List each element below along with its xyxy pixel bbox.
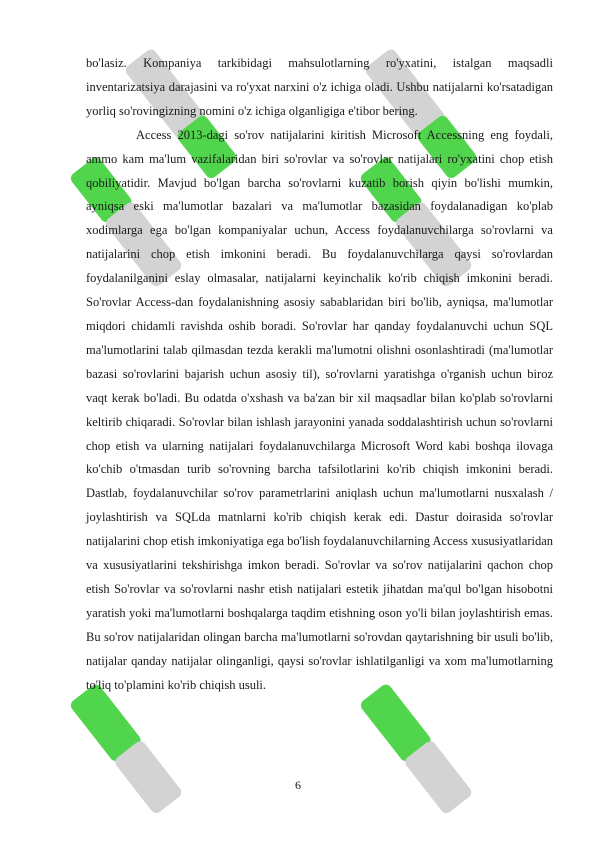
document-body [86, 52, 553, 697]
page-number: 6 [295, 778, 301, 792]
paragraph: Access 2013-dagi so'rov natijalarini kiritish Microsoft Accessning eng foydali, ammo kam ma'lum vazifalaridan biri so'rovlar va so'rovlar natijalari ro'yxatini chop etish qobiliyatidir. Mavjud bo'lgan barcha so'rovlarni kuzatib borish qiyin bo'lishi mumkin, ayniqsa eski ma'lumotlar bazalari va ma'lumotlar bazasidan foydalanadigan ko'plab xodimlarga ega bo'lgan kompaniyalar uchun, Access foydalanuvchilarga so'rovlarni va natijalarini chop etish imkonini beradi. Bu foydalanuvchilarga qaysi so'rovlardan foydalanilganini eslay olmasalar, natijalarni keyinchalik ko'rib chiqish imkonini beradi. So'rovlar Access-dan foydalanishning asosiy sabablaridan biri bo'lib, ayniqsa, ma'lumotlar miqdori chidamli ravishda oshib boradi. So'rovlar har qanday foydalanuvchi uchun SQL ma'lumotlarini talab qilmasdan tezda kerakli ma'lumotni olishni osonlashtiradi (ma'lumotlar bazasi so'rovlarini bajarish uchun asosiy til), so'rovlarni yaratishga o'rganish uchun biroz vaqt kerak bo'ladi. Bu odatda o'xshash va ba'zan bir xil maqsadlar bilan ko'plab so'rovlarni keltirib chiqaradi. So'rovlar bilan ishlash jarayonini yanada soddalashtirish uchun so'rovlarni chop etish va ularning natijalari foydalanuvchilarga Microsoft Word kabi boshqa ilovaga ko'chib o'tmasdan turib so'rovning barcha tafsilotlarini ko'rib chiqish imkonini beradi. Dastlab, foydalanuvchilar so'rov parametrlarini aniqlash uchun ma'lumotlarni nusxalash / joylashtirish va SQLda matnlarni ko'rib chiqish kerak edi. Dastur doirasida so'rovlar natijalarini chop etish imkoniyatiga ega bo'lish foydalanuvchilarning Access xususiyatlaridan va xususiyatlarini tekshirishga imkon beradi. So'rovlar va so'rov natijalarini qachon chop etish So'rovlar va so'rovlarni nashr etish natijalari estetik jihatdan ma'qul bo'lgan hisobotni yaratish yoki ma'lumotlarni boshqalarga taqdim etishning oson yo'li bilan joylashtirish emas. Bu so'rov natijalaridan olingan barcha ma'lumotlarni so'rovdan qaytarishning bir usuli bo'lib, natijalar qanday natijalar olinganligi, qaysi so'rovlar ishlatilganligi va xom ma'lumotlarning to'liq to'plamini ko'rib chiqish usuli. [86, 127, 553, 692]
paragraph: bo'lasiz. Kompaniya tarkibidagi mahsulotlarning ro'yxatini, istalgan maqsadli inventarizatsiya darajasini va ro'yxat narxini o'z ichiga oladi. Ushbu natijalarni ko'rsatadigan yorliq so'rovingizning nomini o'z ichiga olganligiga e'tibor bering. [86, 56, 553, 118]
